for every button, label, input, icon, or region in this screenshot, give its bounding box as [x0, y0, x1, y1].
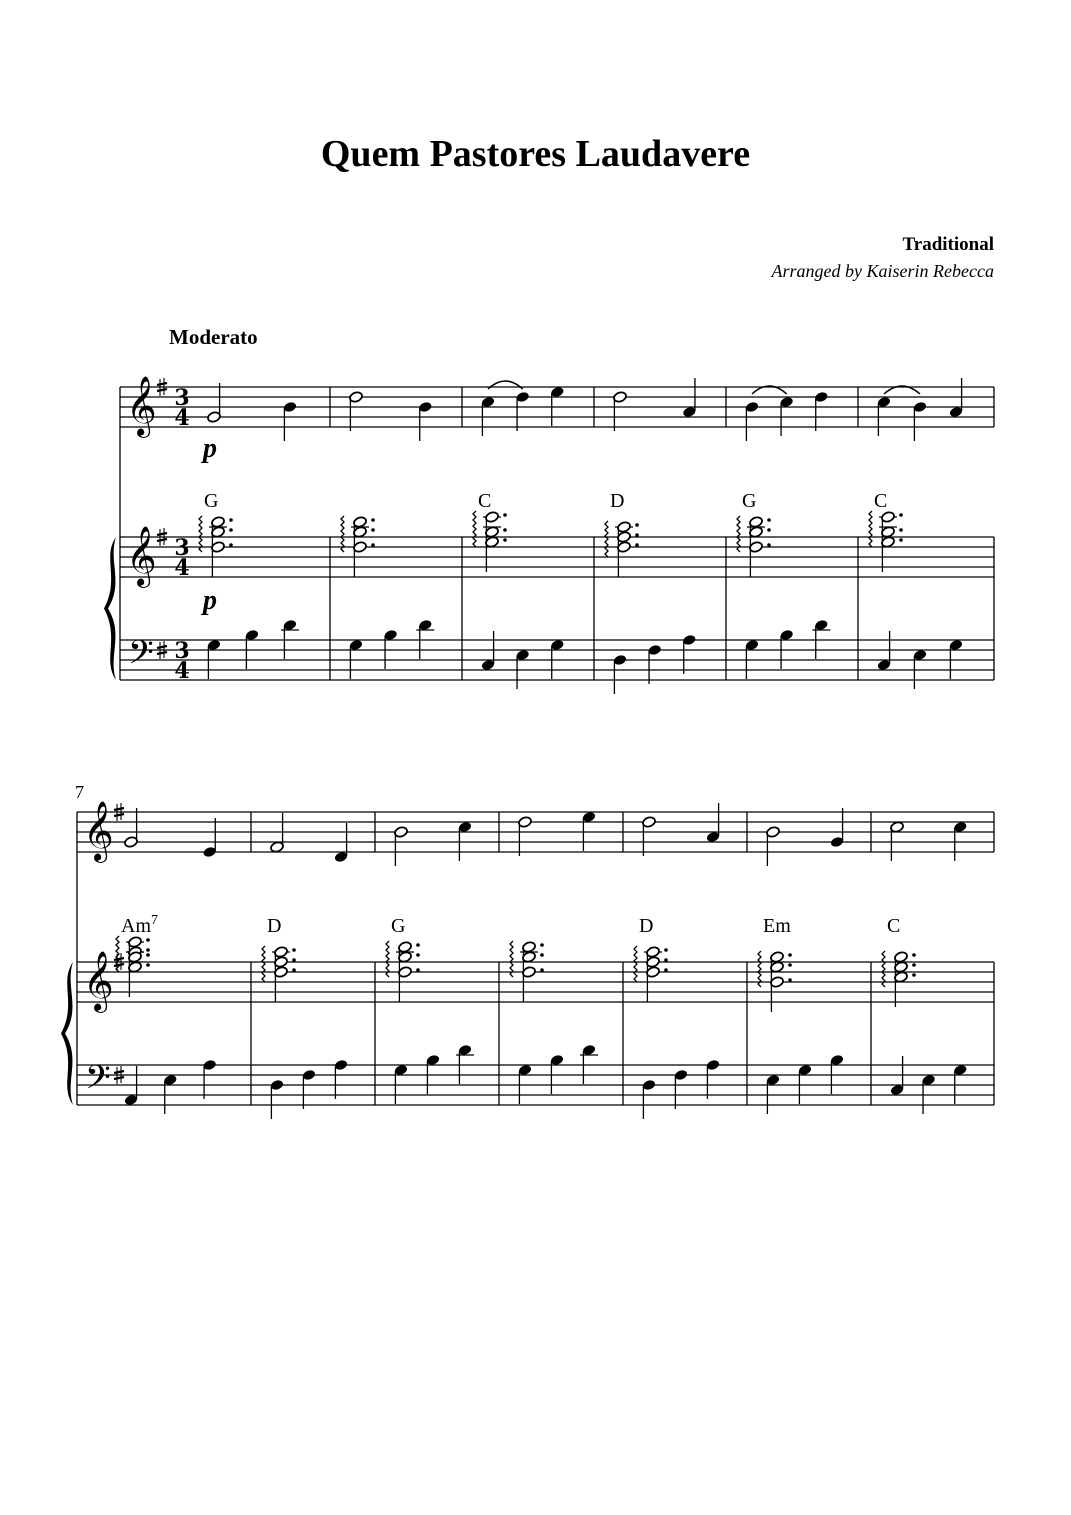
sharp-bar: [157, 533, 167, 535]
augmentation-dot: [899, 528, 903, 532]
time-signature-top: 3: [174, 385, 190, 411]
augmentation-dot: [635, 523, 639, 527]
chord-symbol: C: [887, 915, 901, 937]
sharp-bar: [157, 389, 167, 391]
grand-staff-brace: [104, 537, 116, 680]
chord-symbol: Em: [763, 915, 791, 937]
augmentation-dot: [503, 528, 507, 532]
score-title: Quem Pastores Laudavere: [320, 133, 751, 175]
augmentation-dot: [416, 943, 420, 947]
augmentation-dot: [292, 968, 296, 972]
augmentation-dot: [146, 963, 150, 967]
chord-symbol: C: [874, 490, 888, 512]
augmentation-dot: [146, 938, 150, 942]
time-signature-bottom: 4: [174, 658, 190, 684]
augmentation-dot: [503, 538, 507, 542]
chord-symbol: D: [639, 915, 654, 937]
treble-clef: 𝄞: [126, 376, 157, 436]
grand-staff-brace: [61, 962, 73, 1105]
arpeggio-sign: [262, 946, 265, 982]
augmentation-dot: [912, 953, 916, 957]
augmentation-dot: [664, 958, 668, 962]
augmentation-dot: [416, 968, 420, 972]
augmentation-dot: [292, 958, 296, 962]
arpeggio-sign: [634, 946, 637, 982]
chord-symbol: Am$^7$: [121, 913, 158, 937]
time-signature-bottom: 4: [174, 405, 190, 431]
augmentation-dot: [146, 948, 150, 952]
tempo-marking: Moderato: [169, 325, 258, 349]
sharp-bar: [157, 383, 167, 385]
treble-clef: 𝄞: [83, 801, 114, 861]
measure-number: 7: [75, 782, 84, 802]
composer-credit: Traditional: [902, 234, 994, 255]
augmentation-dot: [146, 953, 150, 957]
treble-clef: 𝄞: [83, 951, 114, 1011]
sharp-bar: [157, 539, 167, 541]
augmentation-dot: [635, 543, 639, 547]
augmentation-dot: [767, 518, 771, 522]
time-signature-top: 3: [174, 535, 190, 561]
time-signature-bottom: 4: [174, 555, 190, 581]
sharp-bar: [114, 808, 124, 810]
augmentation-dot: [899, 538, 903, 542]
chord-symbol: C: [478, 490, 492, 512]
dynamic-marking-melody: p: [203, 433, 217, 464]
chord-symbol: G: [391, 915, 406, 937]
sharp-bar: [157, 646, 167, 648]
augmentation-dot: [371, 528, 375, 532]
augmentation-dot: [767, 528, 771, 532]
chord-symbol: G: [742, 490, 757, 512]
sharp-bar: [114, 1077, 124, 1079]
sharp-bar: [114, 814, 124, 816]
augmentation-dot: [788, 978, 792, 982]
slur: [488, 381, 523, 389]
arranger-credit: Arranged by Kaiserin Rebecca: [771, 261, 994, 281]
arpeggio-sign: [473, 511, 476, 547]
augmentation-dot: [899, 513, 903, 517]
augmentation-dot: [229, 518, 233, 522]
augmentation-dot: [229, 528, 233, 532]
arpeggio-sign: [869, 511, 872, 547]
sharp-bar: [157, 652, 167, 654]
augmentation-dot: [912, 963, 916, 967]
augmentation-dot: [503, 513, 507, 517]
augmentation-dot: [788, 953, 792, 957]
augmentation-dot: [371, 518, 375, 522]
bass-clef: 𝄢: [85, 1059, 111, 1105]
arpeggio-sign: [605, 521, 608, 557]
time-signature-top: 3: [174, 638, 190, 664]
augmentation-dot: [540, 943, 544, 947]
augmentation-dot: [664, 948, 668, 952]
augmentation-dot: [416, 953, 420, 957]
augmentation-dot: [767, 543, 771, 547]
augmentation-dot: [292, 948, 296, 952]
chord-symbol: G: [204, 490, 219, 512]
sharp-bar: [114, 1071, 124, 1073]
augmentation-dot: [664, 968, 668, 972]
dynamic-marking-piano: p: [203, 585, 217, 616]
bass-clef: 𝄢: [128, 634, 154, 680]
augmentation-dot: [540, 968, 544, 972]
augmentation-dot: [371, 543, 375, 547]
augmentation-dot: [788, 963, 792, 967]
augmentation-dot: [229, 543, 233, 547]
chord-symbol: D: [267, 915, 282, 937]
augmentation-dot: [635, 533, 639, 537]
treble-clef: 𝄞: [126, 526, 157, 586]
augmentation-dot: [540, 953, 544, 957]
augmentation-dot: [912, 973, 916, 977]
chord-symbol: D: [610, 490, 625, 512]
